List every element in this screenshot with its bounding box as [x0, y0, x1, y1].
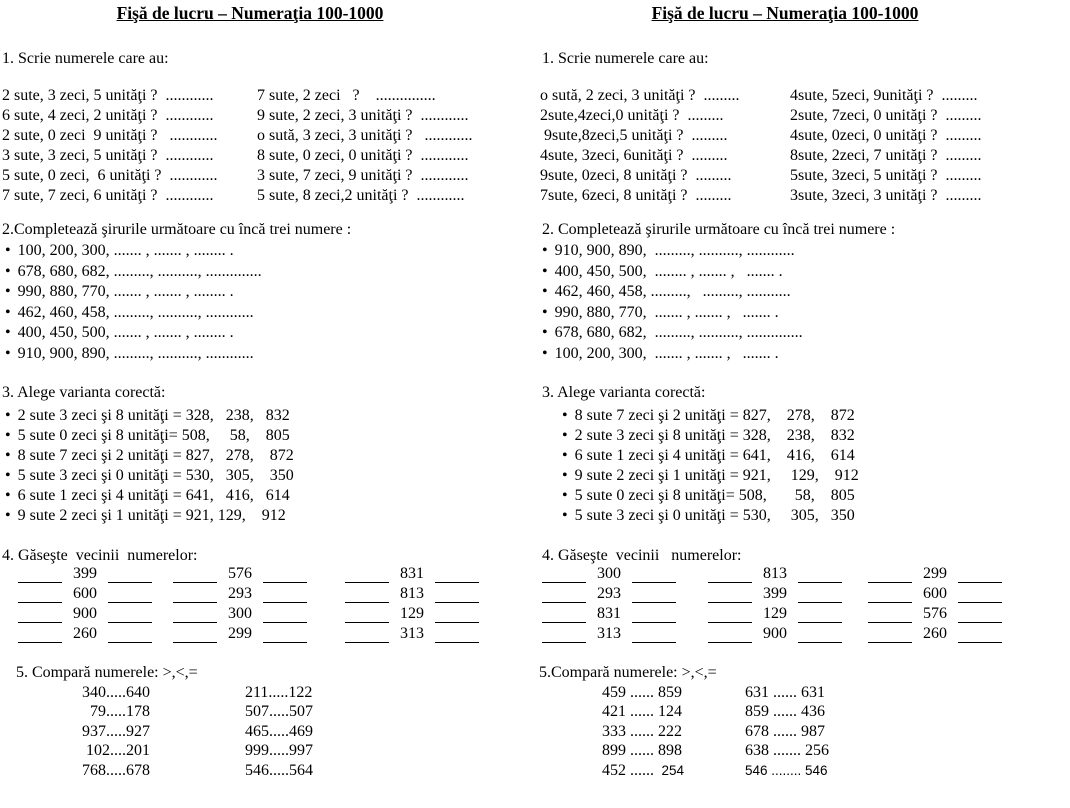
center-number: 129: [400, 605, 424, 622]
center-number: 129: [763, 605, 787, 622]
center-number: 313: [400, 625, 424, 642]
exercise-text: 8sute, 2zeci, 7 unităţi ? .........: [790, 147, 982, 164]
neighbors-group: [542, 625, 676, 643]
answer-blank: [542, 566, 586, 583]
exercise-text: 5sute, 3zeci, 5 unităţi ? .........: [790, 167, 982, 184]
section2-heading: 2.Completează şirurile următoare cu încă trei numere :: [2, 221, 352, 238]
center-number: 831: [400, 565, 424, 582]
sequence-item: [5, 323, 262, 344]
answer-blank: [108, 566, 152, 583]
answer-blank: [868, 566, 912, 583]
sequence-item: [542, 262, 803, 283]
item-text: 8 sute 7 zeci şi 2 unităţi = 827, 278, 872: [574, 407, 855, 424]
bullet-icon: •: [5, 447, 11, 464]
item-text: 462, 460, 458, ........., ........., ...........: [554, 283, 791, 300]
neighbors-group: [18, 625, 152, 643]
sequence-item: [5, 344, 262, 365]
section5-heading: 5. Compară numerele: >,<,=: [16, 664, 198, 681]
center-number: 299: [228, 625, 252, 642]
section5-compare: [535, 683, 1070, 780]
bullet-icon: •: [542, 303, 548, 321]
section1-write-numbers: [540, 86, 1070, 206]
bullet-icon: •: [5, 487, 11, 504]
item-text: 2 sute 3 zeci şi 8 unităţi = 328, 238, 832: [574, 427, 855, 444]
exercise-text: 7sute, 6zeci, 8 unităţi ? .........: [540, 187, 732, 204]
answer-blank: [435, 626, 479, 643]
answer-blank: [542, 586, 586, 603]
neighbors-group: [345, 605, 479, 623]
answer-blank: [345, 566, 389, 583]
answer-blank: [798, 566, 842, 583]
item-text: 678, 680, 682, ........., .........., ..............: [554, 324, 803, 341]
answer-blank: [263, 626, 307, 643]
compare-pair: 102....201: [86, 742, 150, 760]
compare-pair-sans: 546 ........ 546: [745, 762, 828, 778]
center-number: 313: [597, 625, 621, 642]
exercise-text: 9 sute, 2 zeci, 3 unităţi ? ............: [257, 107, 469, 124]
answer-blank: [632, 606, 676, 623]
neighbors-group: [345, 625, 479, 643]
section3-heading: 3. Alege varianta corectă:: [542, 384, 706, 401]
section1-heading: 1. Scrie numerele care au:: [542, 50, 709, 67]
exercise-row: [540, 146, 1070, 166]
item-text: 100, 200, 300, ....... , ....... , ........ .: [17, 242, 234, 259]
exercise-text: 6 sute, 4 zeci, 2 unităţi ? ............: [2, 107, 214, 124]
neighbors-group: [708, 585, 842, 603]
exercise-text: 3 sute, 3 zeci, 5 unităţi ? ............: [2, 147, 214, 164]
answer-blank: [958, 586, 1002, 603]
neighbors-group: [868, 625, 1002, 643]
center-number: 300: [228, 605, 252, 622]
compare-pair: 678 ...... 987: [745, 722, 825, 740]
compare-row: [0, 761, 535, 780]
answer-blank: [173, 586, 217, 603]
answer-blank: [263, 586, 307, 603]
bullet-icon: •: [542, 242, 548, 259]
exercise-row: [2, 146, 535, 166]
bullet-icon: •: [5, 324, 11, 341]
section1-write-numbers: [2, 86, 535, 206]
exercise-text: o sută, 2 zeci, 3 unităţi ? .........: [540, 87, 740, 104]
neighbors-group: [708, 565, 842, 583]
exercise-row: [540, 106, 1070, 126]
sequence-item: [542, 323, 803, 344]
bullet-icon: •: [5, 344, 11, 362]
center-number: 299: [923, 565, 947, 582]
answer-blank: [18, 626, 62, 643]
neighbors-group: [18, 585, 152, 603]
item-text: 8 sute 7 zeci şi 2 unităţi = 827, 278, 872: [17, 447, 294, 464]
variant-item: [5, 406, 294, 426]
bullet-icon: •: [5, 507, 11, 524]
bullet-icon: •: [542, 324, 548, 341]
center-number: 293: [228, 585, 252, 602]
variant-item: [562, 466, 859, 486]
sequence-item: [5, 262, 262, 283]
variant-item: [5, 506, 294, 526]
item-text: 2 sute 3 zeci şi 8 unităţi = 328, 238, 832: [17, 407, 290, 424]
neighbors-row: [535, 605, 1070, 625]
compare-pair: 507.....507: [245, 703, 313, 721]
neighbors-row: [535, 565, 1070, 585]
center-number: 260: [923, 625, 947, 642]
item-text: 100, 200, 300, ....... , ....... , ....... .: [554, 344, 779, 362]
answer-blank: [868, 626, 912, 643]
item-text: 9 sute 2 zeci şi 1 unităţi = 921, 129, 912: [17, 507, 286, 524]
sequence-item: [542, 282, 803, 303]
exercise-text: 5 sute, 8 zeci,2 unităţi ? ............: [257, 187, 465, 204]
exercise-text: 5 sute, 0 zeci, 6 unităţi ? ............: [2, 167, 218, 184]
exercise-text: 3sute, 3zeci, 3 unităţi ? .........: [790, 187, 982, 204]
variant-item: [5, 426, 294, 446]
compare-pair: 546.....564: [245, 761, 313, 779]
center-number: 600: [923, 585, 947, 602]
answer-blank: [708, 586, 752, 603]
exercise-text: 2sute,4zeci,0 unităţi ? .........: [540, 107, 724, 124]
center-number: 399: [73, 565, 97, 582]
answer-blank: [632, 566, 676, 583]
answer-blank: [868, 606, 912, 623]
compare-row: [535, 683, 1070, 702]
bullet-icon: •: [5, 467, 11, 484]
neighbors-group: [173, 565, 307, 583]
compare-pair: 459 ...... 859: [602, 684, 682, 701]
neighbors-group: [542, 605, 676, 623]
compare-pair: 465.....469: [245, 722, 313, 740]
compare-pair: 340.....640: [82, 684, 150, 701]
section5-heading: 5.Compară numerele: >,<,=: [539, 664, 717, 681]
answer-blank: [18, 586, 62, 603]
section4-neighbors: [535, 565, 1070, 645]
neighbors-row: [0, 605, 535, 625]
exercise-row: [540, 166, 1070, 186]
exercise-row: [2, 106, 535, 126]
compare-row: [535, 761, 1070, 780]
sequence-item: [5, 282, 262, 303]
compare-row: [535, 702, 1070, 721]
variant-item: [562, 406, 859, 426]
answer-blank: [173, 566, 217, 583]
neighbors-row: [0, 585, 535, 605]
bullet-icon: •: [5, 283, 11, 300]
exercise-row: [2, 126, 535, 146]
section2-heading: 2. Completează şirurile următoare cu încă trei numere :: [542, 221, 896, 238]
exercise-text: 7 sute, 7 zeci, 6 unităţi ? ............: [2, 187, 214, 204]
exercise-text: o sută, 3 zeci, 3 unităţi ? ............: [257, 127, 473, 144]
answer-blank: [435, 566, 479, 583]
bullet-icon: •: [5, 407, 11, 424]
bullet-icon: •: [562, 427, 568, 444]
answer-blank: [435, 586, 479, 603]
item-text: 990, 880, 770, ....... , ....... , ....... .: [554, 303, 779, 321]
answer-blank: [108, 586, 152, 603]
exercise-text: 2sute, 7zeci, 0 unităţi ? .........: [790, 107, 982, 124]
item-text: 6 sute 1 zeci şi 4 unităţi = 641, 416, 614: [574, 447, 855, 464]
compare-row: [0, 683, 535, 702]
center-number: 813: [400, 585, 424, 602]
answer-blank: [708, 626, 752, 643]
section3-choose-variant: [5, 406, 294, 526]
bullet-icon: •: [562, 407, 568, 424]
item-text: 5 sute 0 zeci şi 8 unităţi= 508, 58, 805: [574, 487, 855, 504]
answer-blank: [958, 566, 1002, 583]
neighbors-row: [0, 625, 535, 645]
variant-item: [562, 486, 859, 506]
compare-row: [0, 741, 535, 760]
item-text: 462, 460, 458, ........., .........., ............: [17, 303, 254, 321]
answer-blank: [345, 586, 389, 603]
sequence-item: [542, 241, 803, 262]
exercise-text: 7 sute, 2 zeci ? ...............: [257, 87, 436, 104]
item-text: 678, 680, 682, ........., .........., ..............: [17, 262, 262, 280]
exercise-text: 3 sute, 7 zeci, 9 unităţi ? ............: [257, 167, 469, 184]
neighbors-group: [868, 565, 1002, 583]
answer-blank: [345, 606, 389, 623]
page-title: Fişă de lucru – Numeraţia 100-1000: [651, 3, 919, 23]
variant-item: [562, 446, 859, 466]
bullet-icon: •: [562, 507, 568, 524]
compare-pair: 999.....997: [245, 742, 313, 760]
sequence-item: [542, 303, 803, 324]
worksheet-right: [535, 0, 1070, 808]
bullet-icon: •: [5, 262, 11, 280]
exercise-row: [2, 186, 535, 206]
exercise-text: 2 sute, 0 zeci 9 unităţi ? ............: [2, 127, 218, 144]
bullet-icon: •: [5, 242, 11, 259]
bullet-icon: •: [542, 344, 548, 362]
compare-pair: 638 ....... 256: [745, 742, 829, 760]
item-text: 6 sute 1 zeci şi 4 unităţi = 641, 416, 614: [17, 487, 290, 504]
neighbors-row: [535, 585, 1070, 605]
compare-pair-sans: 254: [654, 762, 685, 778]
center-number: 831: [597, 605, 621, 622]
compare-pair: 211.....122: [245, 684, 313, 701]
exercise-row: [540, 126, 1070, 146]
section4-neighbors: [0, 565, 535, 645]
compare-pair: [745, 761, 828, 780]
exercise-row: [2, 86, 535, 106]
section5-compare: [0, 683, 535, 780]
exercise-text: 2 sute, 3 zeci, 5 unităţi ? ............: [2, 87, 214, 104]
sequence-item: [5, 303, 262, 324]
bullet-icon: •: [562, 487, 568, 504]
item-text: 5 sute 0 zeci şi 8 unităţi= 508, 58, 805: [17, 427, 290, 444]
exercise-text: 4sute, 5zeci, 9unităţi ? .........: [790, 87, 978, 104]
item-text: 400, 450, 500, ........ , ....... , ....... .: [554, 262, 783, 280]
compare-pair: 859 ...... 436: [745, 703, 825, 721]
compare-row: [0, 702, 535, 721]
center-number: 900: [73, 605, 97, 622]
answer-blank: [108, 606, 152, 623]
exercise-text: 4sute, 3zeci, 6unităţi ? .........: [540, 147, 728, 164]
answer-blank: [173, 626, 217, 643]
bullet-icon: •: [562, 447, 568, 464]
neighbors-group: [868, 585, 1002, 603]
answer-blank: [798, 626, 842, 643]
exercise-text: 4sute, 0zeci, 0 unităţi ? .........: [790, 127, 982, 144]
bullet-icon: •: [542, 262, 548, 280]
center-number: 576: [923, 605, 947, 622]
compare-pair: 333 ...... 222: [602, 722, 682, 740]
center-number: 300: [597, 565, 621, 582]
exercise-text: 9sute,8zeci,5 unităţi ? .........: [540, 127, 728, 144]
compare-pair-serif: 452 ......: [602, 761, 654, 779]
center-number: 900: [763, 625, 787, 642]
neighbors-group: [173, 625, 307, 643]
neighbors-row: [535, 625, 1070, 645]
variant-item: [5, 446, 294, 466]
exercise-text: 8 sute, 0 zeci, 0 unităţi ? ............: [257, 147, 469, 164]
center-number: 260: [73, 625, 97, 642]
variant-item: [5, 466, 294, 486]
compare-pair: 421 ...... 124: [602, 703, 682, 721]
compare-row: [535, 722, 1070, 741]
item-text: 990, 880, 770, ....... , ....... , ........ .: [17, 283, 234, 300]
answer-blank: [435, 606, 479, 623]
answer-blank: [798, 606, 842, 623]
answer-blank: [18, 606, 62, 623]
neighbors-group: [542, 585, 676, 603]
neighbors-group: [345, 565, 479, 583]
item-text: 910, 900, 890, ........., .........., ............: [554, 242, 795, 259]
center-number: 813: [763, 565, 787, 582]
item-text: 9 sute 2 zeci şi 1 unităţi = 921, 129, 912: [574, 467, 859, 484]
answer-blank: [708, 566, 752, 583]
exercise-text: 9sute, 0zeci, 8 unităţi ? .........: [540, 167, 732, 184]
answer-blank: [958, 606, 1002, 623]
answer-blank: [542, 606, 586, 623]
sequence-item: [542, 344, 803, 365]
section4-heading: 4. Găseşte vecinii numerelor:: [2, 547, 198, 564]
neighbors-group: [542, 565, 676, 583]
section1-heading: 1. Scrie numerele care au:: [2, 50, 169, 67]
item-text: 910, 900, 890, ........., .........., ............: [17, 344, 254, 362]
answer-blank: [632, 586, 676, 603]
answer-blank: [868, 586, 912, 603]
item-text: 5 sute 3 zeci şi 0 unităţi = 530, 305, 350: [574, 507, 855, 524]
answer-blank: [263, 566, 307, 583]
answer-blank: [108, 626, 152, 643]
compare-pair: 937.....927: [82, 722, 150, 740]
neighbors-group: [708, 625, 842, 643]
neighbors-group: [173, 605, 307, 623]
neighbors-group: [868, 605, 1002, 623]
center-number: 293: [597, 585, 621, 602]
sequence-item: [5, 241, 262, 262]
item-text: 400, 450, 500, ....... , ....... , ........ .: [17, 324, 234, 341]
neighbors-group: [708, 605, 842, 623]
exercise-row: [540, 186, 1070, 206]
answer-blank: [708, 606, 752, 623]
compare-pair: 768.....678: [82, 761, 150, 779]
compare-pair: 79.....178: [90, 703, 150, 721]
exercise-row: [540, 86, 1070, 106]
neighbors-group: [18, 565, 152, 583]
neighbors-row: [0, 565, 535, 585]
variant-item: [562, 506, 859, 526]
variant-item: [562, 426, 859, 446]
section2-sequences: [542, 241, 803, 364]
compare-row: [535, 741, 1070, 760]
section4-heading: 4. Găseşte vecinii numerelor:: [542, 547, 742, 564]
center-number: 399: [763, 585, 787, 602]
center-number: 600: [73, 585, 97, 602]
compare-pair: 899 ...... 898: [602, 742, 682, 760]
neighbors-group: [18, 605, 152, 623]
answer-blank: [958, 626, 1002, 643]
answer-blank: [542, 626, 586, 643]
bullet-icon: •: [562, 467, 568, 484]
answer-blank: [173, 606, 217, 623]
neighbors-group: [173, 585, 307, 603]
bullet-icon: •: [542, 283, 548, 300]
section3-heading: 3. Alege varianta corectă:: [2, 384, 166, 401]
answer-blank: [263, 606, 307, 623]
page-title: Fişă de lucru – Numeraţia 100-1000: [116, 3, 384, 23]
compare-pair: [602, 761, 737, 780]
answer-blank: [345, 626, 389, 643]
answer-blank: [798, 586, 842, 603]
compare-row: [0, 722, 535, 741]
item-text: 5 sute 3 zeci şi 0 unităţi = 530, 305, 350: [17, 467, 294, 484]
bullet-icon: •: [5, 303, 11, 321]
section2-sequences: [5, 241, 262, 364]
bullet-icon: •: [5, 427, 11, 444]
section3-choose-variant: [562, 406, 859, 526]
answer-blank: [18, 566, 62, 583]
center-number: 576: [228, 565, 252, 582]
variant-item: [5, 486, 294, 506]
exercise-row: [2, 166, 535, 186]
compare-pair: 631 ...... 631: [745, 684, 825, 701]
answer-blank: [632, 626, 676, 643]
neighbors-group: [345, 585, 479, 603]
